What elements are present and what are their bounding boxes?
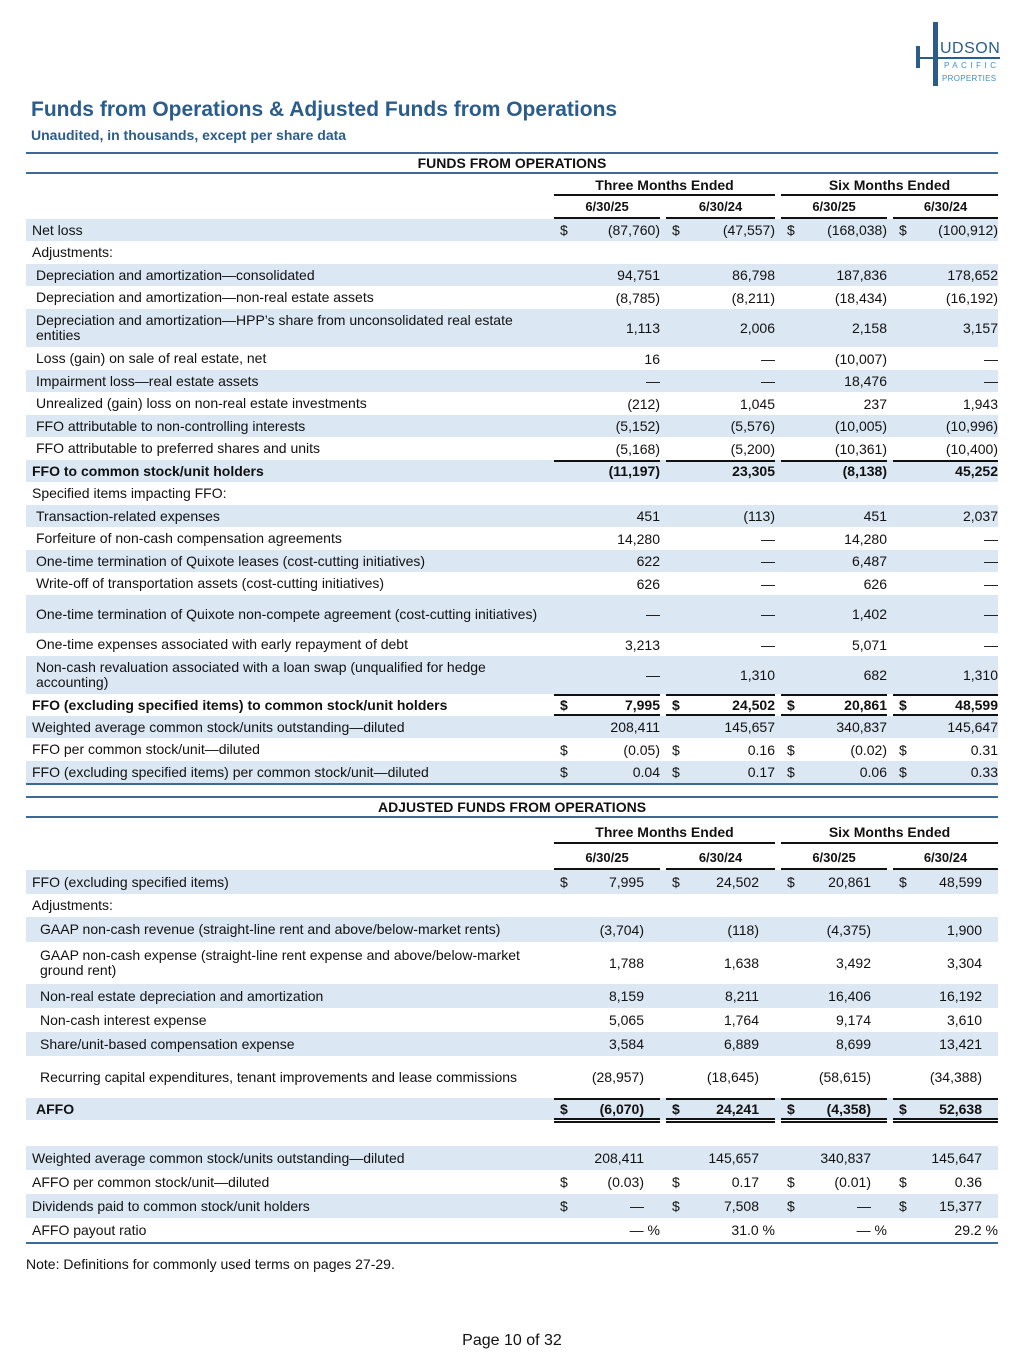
row-label: Weighted average common stock/units outstanding—diluted xyxy=(32,1149,405,1166)
cell-value: (16,192) xyxy=(945,289,998,306)
cell-value: 1,638 xyxy=(723,955,759,971)
date-col-1: 6/30/25 xyxy=(554,196,660,219)
cell-value xyxy=(893,1120,982,1146)
cell-value: 20,861 xyxy=(828,874,871,890)
cell-value xyxy=(781,1120,871,1146)
cell-value: 52,638 xyxy=(939,1101,982,1117)
row-label: Adjustments: xyxy=(32,244,113,260)
table-row xyxy=(26,1170,998,1194)
row-label: AFFO xyxy=(36,1100,75,1117)
cell-value: — xyxy=(646,667,660,683)
table-row xyxy=(26,286,998,309)
date-col-4: 6/30/24 xyxy=(893,196,998,219)
table-row xyxy=(26,482,998,505)
currency-symbol: $ xyxy=(899,741,907,758)
period-group-header xyxy=(26,174,998,196)
row-label: Unrealized (gain) loss on non-real estate investments xyxy=(36,395,367,411)
row-label: Depreciation and amortization—non-real estate assets xyxy=(36,289,374,305)
table-row xyxy=(26,870,998,894)
affo-table-body xyxy=(26,870,998,1242)
table-row xyxy=(26,505,998,527)
row-label: One-time termination of Quixote leases (cost-cutting initiatives) xyxy=(36,552,426,569)
cell-value xyxy=(554,1120,644,1146)
row-label: One-time termination of Quixote non-compete agreement (cost-cutting initiatives) xyxy=(36,605,538,622)
cell-value: (18,434) xyxy=(834,289,887,306)
cell-value: 1,113 xyxy=(626,320,660,336)
row-label: Recurring capital expenditures, tenant improvements and lease commissions xyxy=(40,1068,518,1085)
table-row xyxy=(26,1032,998,1056)
cell-value: 1,045 xyxy=(739,395,775,412)
currency-symbol: $ xyxy=(899,1174,907,1190)
cell-value: 237 xyxy=(863,395,887,412)
date-col-3: 6/30/25 xyxy=(781,196,887,219)
cell-value: 3,584 xyxy=(608,1036,644,1052)
cell-value: 2,006 xyxy=(739,320,775,336)
cell-value: 31.0 % xyxy=(731,1222,775,1238)
cell-value: 340,837 xyxy=(836,719,887,735)
cell-value: 2,037 xyxy=(962,508,998,524)
table-row xyxy=(26,917,998,942)
currency-symbol: $ xyxy=(899,1198,907,1214)
cell-value xyxy=(781,894,871,917)
currency-symbol: $ xyxy=(672,741,680,758)
row-label: FFO to common stock/unit holders xyxy=(32,462,264,479)
cell-value xyxy=(554,894,644,917)
page-number: Page 10 of 32 xyxy=(462,1332,562,1349)
table-row xyxy=(26,572,998,595)
cell-value: 145,647 xyxy=(931,1150,982,1166)
cell-value: — xyxy=(984,606,998,622)
table-row xyxy=(26,1146,998,1170)
cell-value: 48,599 xyxy=(939,874,982,890)
row-label: Non-real estate depreciation and amortization xyxy=(40,987,324,1004)
cell-value: 94,751 xyxy=(617,267,660,283)
currency-symbol: $ xyxy=(899,874,907,890)
date-col-3: 6/30/25 xyxy=(781,844,887,870)
table-row xyxy=(26,370,998,392)
table-row xyxy=(26,415,998,437)
cell-value: 3,610 xyxy=(946,1012,982,1028)
cell-value: 7,508 xyxy=(723,1198,759,1214)
table-row xyxy=(26,633,998,656)
cell-value: 0.16 xyxy=(747,741,775,758)
cell-value: — xyxy=(761,553,775,569)
table-row xyxy=(26,550,998,572)
cell-value: (28,957) xyxy=(591,1069,644,1085)
cell-value: 1,788 xyxy=(608,955,644,971)
cell-value: (10,005) xyxy=(834,418,887,434)
table-row xyxy=(26,761,998,783)
cell-value: (0.05) xyxy=(623,741,660,758)
table-row xyxy=(26,264,998,286)
cell-value: 14,280 xyxy=(844,530,887,547)
currency-symbol: $ xyxy=(560,1174,568,1190)
currency-symbol: $ xyxy=(672,1174,680,1190)
cell-value: 6,487 xyxy=(851,553,887,569)
date-header xyxy=(26,844,998,870)
cell-value: 24,502 xyxy=(732,697,775,713)
cell-value: (4,375) xyxy=(826,921,871,938)
cell-value: (18,645) xyxy=(706,1069,759,1085)
cell-value: (3,704) xyxy=(599,921,644,938)
row-label: Impairment loss—real estate assets xyxy=(36,372,259,389)
row-label: Loss (gain) on sale of real estate, net xyxy=(36,350,267,366)
company-logo xyxy=(914,20,1004,88)
cell-value: (168,038) xyxy=(827,222,887,238)
cell-value xyxy=(893,241,998,264)
table-row xyxy=(26,347,998,370)
cell-value: (113) xyxy=(743,508,775,524)
cell-value: (87,760) xyxy=(607,222,660,238)
row-label: FFO (excluding specified items) xyxy=(32,873,229,890)
cell-value: 451 xyxy=(863,508,887,524)
cell-value: 7,995 xyxy=(608,874,644,890)
cell-value: 178,652 xyxy=(947,267,998,283)
row-label: Depreciation and amortization—consolidated xyxy=(36,266,315,283)
table-row xyxy=(26,527,998,550)
table-row xyxy=(26,1120,998,1146)
cell-value: 0.17 xyxy=(747,764,775,780)
cell-value: 8,211 xyxy=(725,988,759,1004)
cell-value: 0.04 xyxy=(632,764,660,780)
cell-value: 3,304 xyxy=(946,955,982,971)
date-col-2: 6/30/24 xyxy=(666,196,775,219)
cell-value: (5,200) xyxy=(730,440,775,457)
cell-value: — xyxy=(761,350,775,367)
cell-value: — xyxy=(857,1198,871,1214)
currency-symbol: $ xyxy=(560,741,568,758)
cell-value xyxy=(666,482,775,505)
row-label: Forfeiture of non-cash compensation agreements xyxy=(36,530,342,546)
table-row xyxy=(26,437,998,460)
currency-symbol: $ xyxy=(787,764,795,780)
cell-value xyxy=(666,1120,759,1146)
page-subtitle: Unaudited, in thousands, except per share data xyxy=(31,127,347,143)
cell-value: — xyxy=(984,575,998,592)
cell-value: (0.03) xyxy=(607,1174,644,1190)
cell-value: (8,211) xyxy=(731,289,775,306)
table-row xyxy=(26,1098,998,1120)
date-header xyxy=(26,196,998,219)
cell-value: — xyxy=(984,530,998,547)
cell-value: — % xyxy=(856,1222,887,1238)
cell-value: (4,358) xyxy=(826,1101,871,1117)
cell-value: 208,411 xyxy=(594,1150,644,1166)
row-label: Transaction-related expenses xyxy=(36,507,220,524)
cell-value: 145,657 xyxy=(708,1150,759,1166)
cell-value: 16,192 xyxy=(939,988,982,1004)
cell-value xyxy=(781,482,887,505)
currency-symbol: $ xyxy=(899,222,907,238)
cell-value: (11,197) xyxy=(608,463,660,479)
currency-symbol: $ xyxy=(672,697,680,713)
cell-value: 1,943 xyxy=(962,395,998,412)
row-label: Non-cash interest expense xyxy=(40,1011,207,1028)
cell-value: 2,158 xyxy=(851,320,887,336)
cell-value: (8,138) xyxy=(842,463,887,479)
footnote: Note: Definitions for commonly used terms on pages 27-29. xyxy=(26,1256,395,1272)
currency-symbol: $ xyxy=(787,222,795,238)
cell-value: 14,280 xyxy=(617,530,660,547)
affo-table-heading: ADJUSTED FUNDS FROM OPERATIONS xyxy=(26,796,998,818)
row-label: FFO attributable to preferred shares and units xyxy=(36,440,321,456)
cell-value: 5,065 xyxy=(608,1012,644,1028)
cell-value: 3,157 xyxy=(962,320,998,336)
table-row xyxy=(26,894,998,917)
cell-value: (58,615) xyxy=(818,1069,871,1085)
cell-value: 682 xyxy=(863,667,887,683)
row-label: Specified items impacting FFO: xyxy=(32,485,227,501)
cell-value: 1,310 xyxy=(739,667,775,683)
row-label: Share/unit-based compensation expense xyxy=(40,1035,295,1052)
cell-value: 23,305 xyxy=(732,463,775,479)
cell-value: (10,400) xyxy=(945,440,998,457)
table-row xyxy=(26,1194,998,1218)
cell-value: (118) xyxy=(727,921,759,938)
cell-value: (5,168) xyxy=(615,440,660,457)
cell-value: 0.06 xyxy=(859,764,887,780)
cell-value: 622 xyxy=(636,553,660,569)
group-three-months: Three Months Ended xyxy=(554,818,775,844)
row-label: GAAP non-cash expense (straight-line rent expense and above/below-market ground rent) xyxy=(40,947,520,978)
cell-value: (0.02) xyxy=(850,741,887,758)
currency-symbol: $ xyxy=(672,874,680,890)
table-row xyxy=(26,392,998,415)
cell-value: — xyxy=(761,530,775,547)
cell-value: 1,900 xyxy=(946,921,982,938)
cell-value: 1,764 xyxy=(723,1012,759,1028)
cell-value: 145,647 xyxy=(947,719,998,735)
row-label: Adjustments: xyxy=(32,897,113,913)
row-label: Weighted average common stock/units outstanding—diluted xyxy=(32,718,405,735)
cell-value: (5,152) xyxy=(615,418,660,434)
cell-value: 18,476 xyxy=(844,373,887,389)
logo-text-line2: PACIFIC xyxy=(944,61,1000,70)
table-row xyxy=(26,460,998,482)
cell-value: 5,071 xyxy=(851,636,887,653)
row-label: GAAP non-cash revenue (straight-line rent and above/below-market rents) xyxy=(40,921,501,937)
cell-value: — xyxy=(630,1198,644,1214)
cell-value: 0.17 xyxy=(731,1174,759,1190)
cell-value: 3,492 xyxy=(835,955,871,971)
cell-value: 187,836 xyxy=(836,267,887,283)
currency-symbol: $ xyxy=(672,764,680,780)
cell-value: (47,557) xyxy=(722,222,775,238)
cell-value xyxy=(893,894,982,917)
table-row xyxy=(26,656,998,694)
cell-value: 145,657 xyxy=(724,719,775,735)
table-row xyxy=(26,738,998,761)
table-row xyxy=(26,1008,998,1032)
cell-value: — xyxy=(984,350,998,367)
cell-value: 20,861 xyxy=(844,697,887,713)
row-label: FFO per common stock/unit—diluted xyxy=(32,741,260,757)
cell-value: (5,576) xyxy=(730,418,775,434)
row-label: FFO attributable to non-controlling interests xyxy=(36,417,306,434)
ffo-table-heading: FUNDS FROM OPERATIONS xyxy=(26,152,998,174)
cell-value: (10,361) xyxy=(834,440,887,457)
row-label: Depreciation and amortization—HPP’s share from unconsolidated real estate entities xyxy=(36,312,513,343)
row-label: One-time expenses associated with early repayment of debt xyxy=(36,636,408,652)
cell-value: 15,377 xyxy=(939,1198,982,1214)
currency-symbol: $ xyxy=(672,1101,680,1117)
row-label: AFFO payout ratio xyxy=(32,1221,147,1238)
cell-value xyxy=(893,482,998,505)
currency-symbol: $ xyxy=(899,697,907,713)
cell-value xyxy=(781,241,887,264)
cell-value: 9,174 xyxy=(835,1012,871,1028)
cell-value: (34,388) xyxy=(929,1069,982,1085)
currency-symbol: $ xyxy=(787,1174,795,1190)
cell-value: 16 xyxy=(644,350,660,367)
cell-value: 1,310 xyxy=(962,667,998,683)
cell-value: 3,213 xyxy=(624,636,660,653)
cell-value: — xyxy=(646,373,660,389)
table-row xyxy=(26,694,998,716)
row-label xyxy=(32,1120,542,1146)
page-title: Funds from Operations & Adjusted Funds from Operations xyxy=(31,98,618,121)
ffo-table-body xyxy=(26,219,998,783)
cell-value: 208,411 xyxy=(610,719,660,735)
cell-value: (10,996) xyxy=(945,418,998,434)
date-col-1: 6/30/25 xyxy=(554,844,660,870)
cell-value: 48,599 xyxy=(955,697,998,713)
cell-value xyxy=(666,894,759,917)
row-label: AFFO per common stock/unit—diluted xyxy=(32,1173,270,1190)
cell-value: 86,798 xyxy=(732,267,775,283)
table-row xyxy=(26,219,998,241)
table-row xyxy=(26,942,998,984)
cell-value: (10,007) xyxy=(834,350,887,367)
table-bottom-rule xyxy=(26,1242,998,1244)
currency-symbol: $ xyxy=(560,222,568,238)
affo-table xyxy=(26,796,998,1244)
cell-value: 1,402 xyxy=(851,606,887,622)
cell-value: 626 xyxy=(636,575,660,592)
currency-symbol: $ xyxy=(672,222,680,238)
group-three-months: Three Months Ended xyxy=(554,174,775,196)
cell-value: 8,159 xyxy=(608,988,644,1004)
table-row xyxy=(26,309,998,347)
cell-value: — % xyxy=(629,1222,660,1238)
currency-symbol: $ xyxy=(672,1198,680,1214)
cell-value: 29.2 % xyxy=(954,1222,998,1238)
row-label: Write-off of transportation assets (cost-cutting initiatives) xyxy=(36,575,385,591)
cell-value: 451 xyxy=(636,508,660,524)
ffo-table xyxy=(26,152,998,785)
cell-value: — xyxy=(646,606,660,622)
currency-symbol: $ xyxy=(787,1198,795,1214)
cell-value: 626 xyxy=(863,575,887,592)
logo-text-line3: PROPERTIES xyxy=(942,74,997,83)
table-row xyxy=(26,241,998,264)
cell-value: — xyxy=(761,373,775,389)
cell-value: 45,252 xyxy=(955,463,998,479)
cell-value: — xyxy=(761,606,775,622)
table-row xyxy=(26,1218,998,1242)
table-row xyxy=(26,984,998,1008)
cell-value: 340,837 xyxy=(820,1150,871,1166)
cell-value: 0.36 xyxy=(954,1174,982,1190)
cell-value: — xyxy=(984,636,998,653)
cell-value: 16,406 xyxy=(828,988,871,1004)
cell-value: — xyxy=(984,553,998,569)
currency-symbol: $ xyxy=(560,697,568,713)
table-bottom-rule xyxy=(26,783,998,785)
cell-value xyxy=(666,241,775,264)
cell-value xyxy=(554,482,660,505)
cell-value: 13,421 xyxy=(939,1036,982,1052)
cell-value: (0.01) xyxy=(834,1174,871,1190)
group-six-months: Six Months Ended xyxy=(781,174,998,196)
currency-symbol: $ xyxy=(787,874,795,890)
currency-symbol: $ xyxy=(899,764,907,780)
row-label: FFO (excluding specified items) per common stock/unit—diluted xyxy=(32,763,429,780)
cell-value: — xyxy=(761,636,775,653)
cell-value: 7,995 xyxy=(624,697,660,713)
cell-value: (6,070) xyxy=(599,1101,644,1117)
cell-value: 8,699 xyxy=(835,1036,871,1052)
group-six-months: Six Months Ended xyxy=(781,818,998,844)
period-group-header xyxy=(26,818,998,844)
date-col-2: 6/30/24 xyxy=(666,844,775,870)
currency-symbol: $ xyxy=(787,1101,795,1117)
cell-value: 6,889 xyxy=(723,1036,759,1052)
cell-value: 24,241 xyxy=(716,1101,759,1117)
date-col-4: 6/30/24 xyxy=(893,844,998,870)
cell-value: 24,502 xyxy=(716,874,759,890)
currency-symbol: $ xyxy=(787,697,795,713)
cell-value: (8,785) xyxy=(615,289,660,306)
table-row xyxy=(26,716,998,738)
currency-symbol: $ xyxy=(787,741,795,758)
row-label: Non-cash revaluation associated with a loan swap (unqualified for hedge accounting) xyxy=(36,659,486,690)
cell-value xyxy=(554,241,660,264)
row-label: FFO (excluding specified items) to common stock/unit holders xyxy=(32,696,448,713)
table-row xyxy=(26,595,998,633)
currency-symbol: $ xyxy=(560,1101,568,1117)
logo-mark xyxy=(933,22,938,86)
cell-value: — xyxy=(761,575,775,592)
cell-value: (100,912) xyxy=(938,222,998,238)
cell-value: — xyxy=(984,373,998,389)
currency-symbol: $ xyxy=(899,1101,907,1117)
currency-symbol: $ xyxy=(560,764,568,780)
currency-symbol: $ xyxy=(560,874,568,890)
cell-value: 0.33 xyxy=(970,764,998,780)
currency-symbol: $ xyxy=(560,1198,568,1214)
table-row xyxy=(26,1056,998,1098)
cell-value: (212) xyxy=(627,395,660,412)
logo-text-line1: UDSON xyxy=(940,40,1001,57)
row-label: Dividends paid to common stock/unit holders xyxy=(32,1197,310,1214)
row-label: Net loss xyxy=(32,221,83,238)
cell-value: 0.31 xyxy=(970,741,998,758)
